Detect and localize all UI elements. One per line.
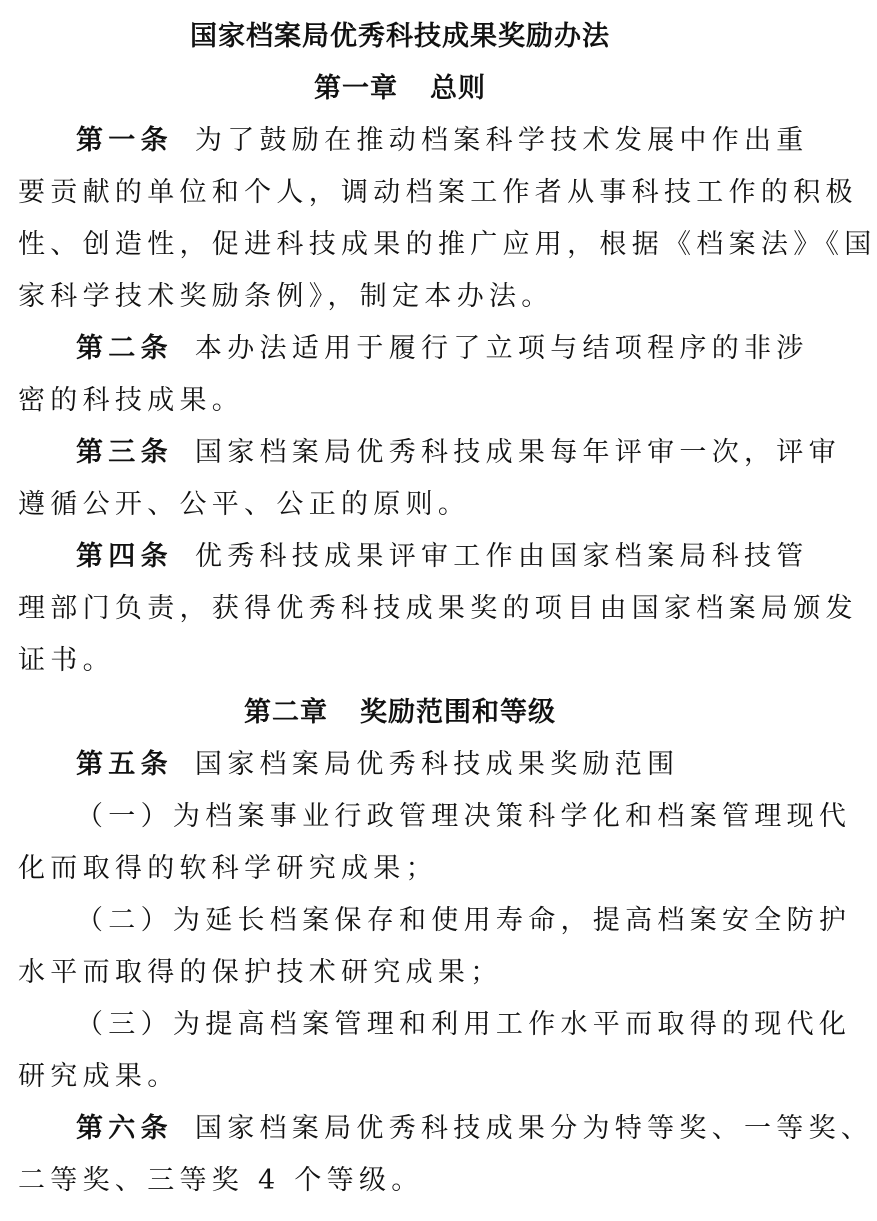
- article-5-item-3-line-2: 研究成果。: [18, 1061, 180, 1092]
- chapter-1-heading: [0, 66, 800, 105]
- article-5-line-1: [76, 742, 679, 781]
- article-1-line-1: [76, 118, 809, 157]
- article-1-label: 第一条: [76, 125, 173, 156]
- article-5-item-2-line-2: 水平而取得的保护技术研究成果；: [18, 957, 503, 988]
- article-4-line-3: 证书。: [18, 645, 115, 676]
- article-6-line-1: [76, 1106, 873, 1145]
- article-6-line-2: 二等奖、三等奖 4 个等级。: [18, 1165, 424, 1196]
- article-5-item-3-line-1: （三）为提高档案管理和利用工作水平而取得的现代化: [76, 1009, 852, 1040]
- article-5-label: 第五条: [76, 749, 173, 780]
- article-1-line-3: 性、创造性，促进科技成果的推广应用，根据《档案法》《国: [18, 229, 877, 260]
- article-3-label: 第三条: [76, 437, 173, 468]
- article-3-line-1: [76, 430, 841, 469]
- article-5-item-1-line-1: （一）为档案事业行政管理决策科学化和档案管理现代: [76, 801, 852, 832]
- article-4-line-1: [76, 534, 809, 573]
- article-6-text-1: 国家档案局优秀科技成果分为特等奖、一等奖、: [194, 1113, 874, 1144]
- article-6-label: 第六条: [76, 1113, 173, 1144]
- chapter-1-number: 第一章: [314, 73, 398, 104]
- article-4-line-2: 理部门负责，获得优秀科技成果奖的项目由国家档案局颁发: [18, 593, 858, 624]
- article-1-line-4: 家科学技术奖励条例》，制定本办法。: [18, 281, 554, 312]
- article-4-label: 第四条: [76, 541, 173, 572]
- article-5-item-1-line-2: 化而取得的软科学研究成果；: [18, 853, 438, 884]
- article-2-line-1: [76, 326, 809, 365]
- document-title: 国家档案局优秀科技成果奖励办法: [190, 21, 610, 52]
- article-1-text-1: 为了鼓励在推动档案科学技术发展中作出重: [194, 125, 809, 156]
- chapter-2-heading: [0, 690, 800, 729]
- article-3-line-2: 遵循公开、公平、公正的原则。: [18, 489, 471, 520]
- article-4-text-1: 优秀科技成果评审工作由国家档案局科技管: [194, 541, 809, 572]
- article-1-line-2: 要贡献的单位和个人，调动档案工作者从事科技工作的积极: [18, 177, 858, 208]
- article-5-item-2-line-1: （二）为延长档案保存和使用寿命，提高档案安全防护: [76, 905, 852, 936]
- chapter-2-number: 第二章: [244, 697, 328, 728]
- chapter-2-name: 奖励范围和等级: [360, 697, 556, 728]
- article-2-text-1: 本办法适用于履行了立项与结项程序的非涉: [194, 333, 809, 364]
- chapter-1-name: 总则: [430, 73, 486, 104]
- article-3-text-1: 国家档案局优秀科技成果每年评审一次，评审: [194, 437, 841, 468]
- article-2-line-2: 密的科技成果。: [18, 385, 245, 416]
- article-5-text-1: 国家档案局优秀科技成果奖励范围: [194, 749, 680, 780]
- article-2-label: 第二条: [76, 333, 173, 364]
